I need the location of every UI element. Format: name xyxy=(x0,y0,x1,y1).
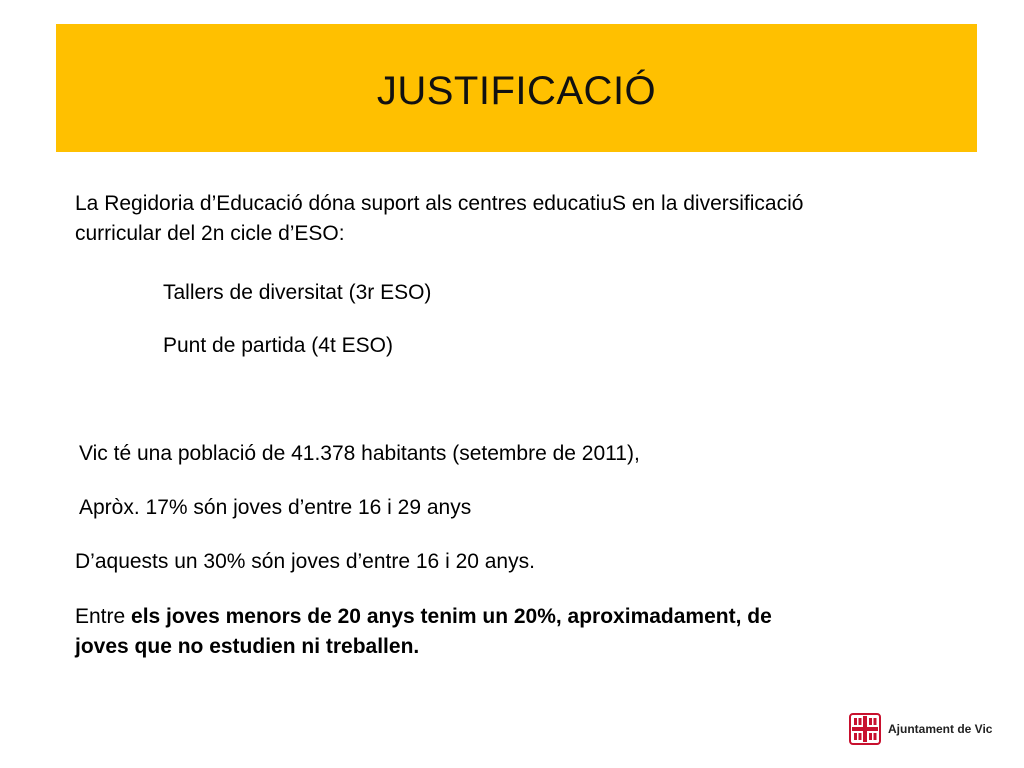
final-line-1 xyxy=(75,602,772,632)
logo-text: Ajuntament de Vic xyxy=(888,722,993,736)
item-punt-de-partida: Punt de partida (4t ESO) xyxy=(163,334,393,357)
final-bold-line-2: joves que no estudien ni treballen. xyxy=(75,635,420,658)
intro-line-2: curricular del 2n cicle d’ESO: xyxy=(75,222,345,245)
ajuntament-vic-emblem-icon xyxy=(848,712,882,746)
intro-paragraph xyxy=(75,189,803,249)
intro-line-1: La Regidoria d’Educació dóna suport als centres educatiuS en la diversificació xyxy=(75,192,804,215)
final-paragraph xyxy=(75,602,772,662)
item-tallers: Tallers de diversitat (3r ESO) xyxy=(163,281,432,304)
final-prefix: Entre xyxy=(75,605,132,628)
ajuntament-logo xyxy=(848,712,992,746)
slide-title: JUSTIFICACIÓ xyxy=(376,68,657,113)
youth-share-text: Apròx. 17% són joves d’entre 16 i 29 anys xyxy=(79,496,472,519)
title-banner xyxy=(56,24,977,152)
youth-subshare-text: D’aquests un 30% són joves d’entre 16 i 20 anys. xyxy=(75,550,535,573)
final-bold-line-1: els joves menors de 20 anys tenim un 20%, aproximadament, de xyxy=(131,605,772,628)
population-text: Vic té una població de 41.378 habitants (setembre de 2011), xyxy=(79,442,640,465)
